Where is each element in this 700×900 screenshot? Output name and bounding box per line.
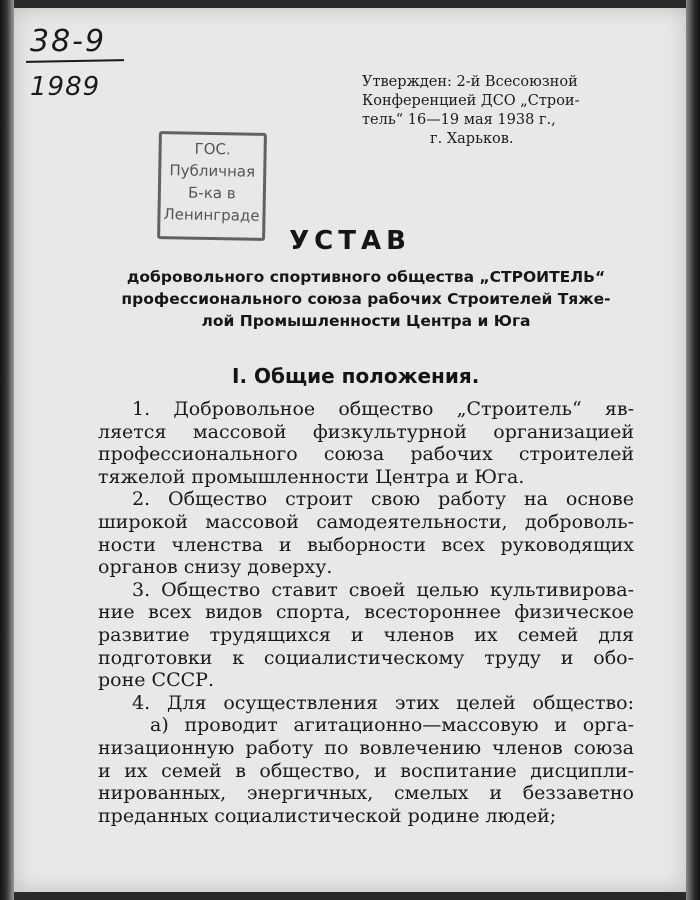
text-line: роне СССР. — [98, 669, 214, 692]
stamp-line: Публичная — [169, 161, 256, 181]
text-line: низационную работу по вовлечению членов союза — [98, 736, 634, 759]
shelfmark-number: 38-9 — [30, 24, 107, 59]
approval-line: г. Харьков. — [430, 131, 514, 147]
subtitle-line: профессионального союза рабочих Строителей Тяже- — [121, 290, 611, 308]
text-line: ляется массовой физкультурной организацией — [98, 420, 634, 443]
text-line: 3. Общество ставит своей целью культивирова- — [132, 578, 634, 601]
text-line: органов снизу доверху. — [98, 556, 333, 579]
text-line: и их семей в общество, и воспитание дисципли- — [98, 759, 634, 782]
text-line: 4. Для осуществления этих целей общество: — [132, 691, 634, 714]
library-stamp — [157, 131, 267, 241]
text-line: ности членства и выборности всех руководящих — [98, 533, 634, 556]
text-line: развитие трудящихся и членов их семей для — [98, 623, 634, 646]
document-title: УСТАВ — [289, 226, 411, 256]
section-heading: I. Общие положения. — [232, 364, 480, 388]
text-line: подготовки к социалистическому труду и обо- — [98, 646, 634, 669]
approval-line: Утвержден: 2-й Всесоюзной — [362, 74, 578, 90]
page-edge-shadow — [686, 0, 700, 900]
text-line: нированных, энергичных, смелых и беззаветно — [98, 782, 634, 805]
subtitle-line: лой Промышленности Центра и Юга — [201, 312, 531, 330]
approval-line: тель“ 16—19 мая 1938 г., — [362, 112, 556, 128]
text-line: преданных социалистической родине людей; — [98, 804, 557, 827]
subtitle-line: добровольного спортивного общества „СТРОИТЕЛЬ“ — [126, 268, 606, 286]
approval-note — [362, 73, 634, 149]
approval-line: Конференцией ДСО „Строи- — [362, 93, 580, 109]
text-line: 1. Добровольное общество „Строитель“ яв- — [132, 398, 634, 420]
body-text — [98, 398, 634, 827]
document-subtitle — [94, 266, 638, 332]
shelfmark-year: 1989 — [30, 72, 101, 102]
text-line: 2. Общество строит свою работу на основе — [132, 488, 634, 511]
text-line: профессионального союза рабочих строителей — [98, 443, 634, 466]
text-line: ние всех видов спорта, всестороннее физическое — [98, 601, 634, 624]
stamp-line: Б-ка в — [187, 183, 236, 203]
text-line: тяжелой промышленности Центра и Юга. — [98, 465, 525, 488]
text-line: а) проводит агитационно—массовую и орга- — [150, 714, 634, 737]
stamp-line: ГОС. — [194, 139, 231, 159]
text-line: широкой массовой самодеятельности, доброволь- — [98, 510, 634, 533]
book-spine-shadow — [0, 0, 14, 900]
stamp-line: Ленинграде — [163, 205, 260, 225]
